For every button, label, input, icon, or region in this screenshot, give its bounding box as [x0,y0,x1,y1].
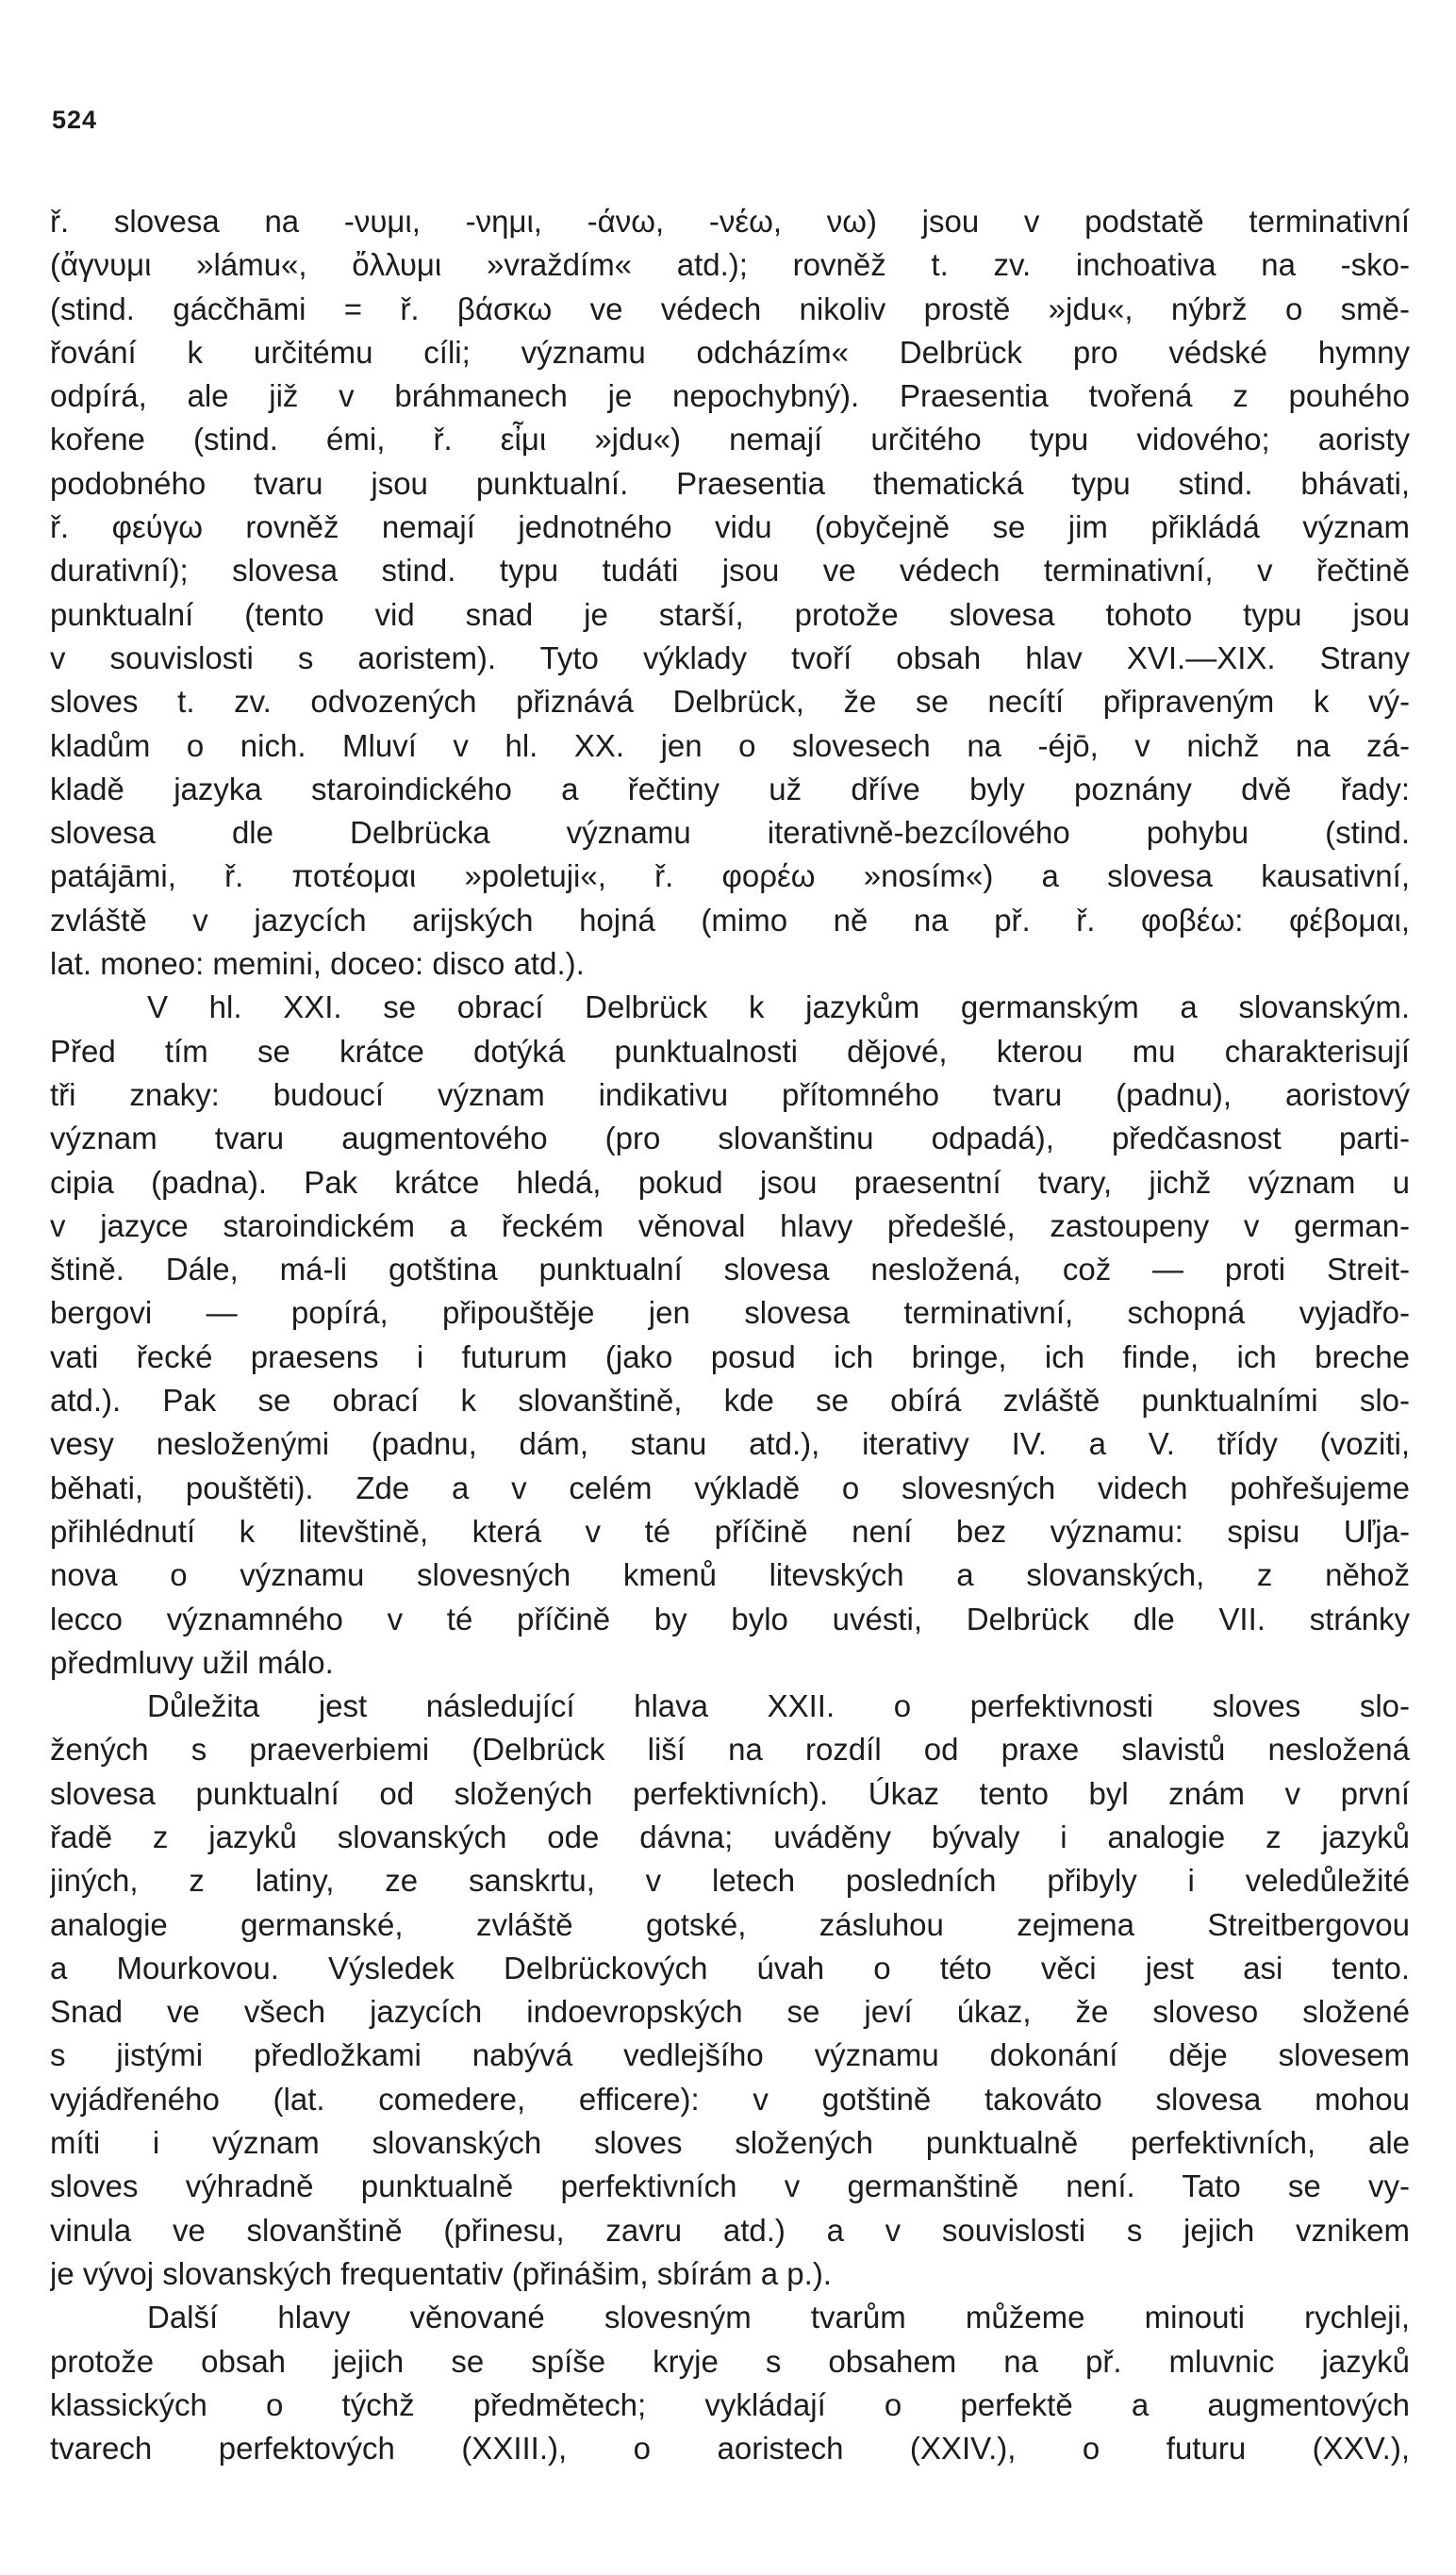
text-line: sloves t. zv. odvozených přiznává Delbrück, že se necítí připraveným k vý- [50,684,1410,720]
text-line: řování k určitému cíli; významu odcházím« Delbrück pro védské hymny [50,334,1410,370]
text-line: odpírá, ale již v bráhmanech je nepochybný). Praesentia tvořená z pouhého [50,378,1410,414]
text-line: v souvislosti s aoristem). Tyto výklady tvoří obsah hlav XVI.—XIX. Strany [50,640,1410,675]
text-line: v jazyce staroindickém a řeckém věnoval hlavy předešlé, zastoupeny v german- [50,1207,1410,1243]
page-number: 524 [52,106,98,134]
text-line: analogie germanské, zvláště gotské, zásluhou zejmena Streitbergovou [50,1906,1410,1942]
text-line: vyjádřeného (lat. comedere, efficere): v gotštině takováto slovesa mohou [50,2081,1410,2117]
text-line: sloves výhradně punktualně perfektivních v germanštině není. Tato se vy- [50,2168,1410,2204]
text-line: atd.). Pak se obrací k slovanštině, kde se obírá zvláště punktualními slo- [50,1383,1410,1419]
text-line: slovesa punktualní od složených perfektivních). Úkaz tento byl znám v první [50,1775,1410,1811]
text-line: V hl. XXI. se obrací Delbrück k jazykům germanským a slovanským. [147,989,1410,1025]
text-line: kořene (stind. émi, ř. εἶμι »jdu«) nemají určitého typu vidového; aoristy [50,422,1410,457]
text-line: a Mourkovou. Výsledek Delbrückových úvah o této věci jest asi tento. [50,1950,1410,1985]
text-line: Před tím se krátce dotýká punktualnosti dějové, kterou mu charakterisují [50,1033,1410,1069]
body-text [50,200,1410,2470]
text-line: tři znaky: budoucí význam indikativu přítomného tvaru (padnu), aoristový [50,1076,1410,1112]
text-line: (ἄγνυμι »lámu«, ὄλλυμι »vraždím« atd.); rovněž t. zv. inchoativa na -sko- [50,247,1410,283]
text-line: lat. moneo: memini, doceo: disco atd.). [50,946,585,982]
text-line: ř. slovesa na -νυμι, -νημι, -άνω, -νέω, νω) jsou v podstatě terminativní [50,204,1410,239]
text-line: nova o významu slovesných kmenů litevských a slovanských, z něhož [50,1557,1410,1593]
text-line: vati řecké praesens i futurum (jako posud ich bringe, ich finde, ich breche [50,1338,1410,1374]
text-line: běhati, pouštěti). Zde a v celém výkladě o slovesných videch pohřešujeme [50,1470,1410,1505]
text-line: slovesa dle Delbrücka významu iterativně-bezcílového pohybu (stind. [50,815,1410,851]
text-line: bergovi — popírá, připouštěje jen slovesa terminativní, schopná vyjadřo- [50,1295,1410,1331]
text-line: Důležita jest následující hlava XXII. o perfektivnosti sloves slo- [147,1688,1410,1724]
text-line: tvarech perfektových (XXIII.), o aoristech (XXIV.), o futuru (XXV.), [50,2431,1410,2467]
text-line: durativní); slovesa stind. typu tudáti jsou ve védech terminativní, v řečtině [50,553,1410,589]
text-line: lecco významného v té příčině by bylo uvésti, Delbrück dle VII. stránky [50,1601,1410,1636]
text-line: ř. φεύγω rovněž nemají jednotného vidu (obyčejně se jim přikládá význam [50,509,1410,545]
text-line: s jistými předložkami nabývá vedlejšího významu dokonání děje slovesem [50,2037,1410,2073]
text-line: (stind. gácčhāmi = ř. βάσκω ve védech nikoliv prostě »jdu«, nýbrž o smě- [50,291,1410,326]
text-line: klassických o týchž předmětech; vykládají o perfektě a augmentových [50,2386,1410,2422]
text-line: punktualní (tento vid snad je starší, protože slovesa tohoto typu jsou [50,596,1410,632]
text-line: vinula ve slovanštině (přinesu, zavru atd.) a v souvislosti s jejich vznikem [50,2212,1410,2248]
text-line: žených s praeverbiemi (Delbrück liší na rozdíl od praxe slavistů nesložená [50,1732,1410,1768]
text-line: štině. Dále, má-li gotština punktualní slovesa nesložená, což — proti Streit- [50,1252,1410,1288]
text-line: cipia (padna). Pak krátce hledá, pokud jsou praesentní tvary, jichž význam u [50,1164,1410,1200]
text-line: řadě z jazyků slovanských ode dávna; uváděny bývaly i analogie z jazyků [50,1819,1410,1854]
text-line: Další hlavy věnované slovesným tvarům můžeme minouti rychleji, [147,2300,1410,2335]
text-line: význam tvaru augmentového (pro slovanštinu odpadá), předčasnost parti- [50,1121,1410,1156]
text-line: patájāmi, ř. ποτέομαι »poletuji«, ř. φορέω »nosím«) a slovesa kausativní, [50,858,1410,894]
text-line: podobného tvaru jsou punktualní. Praesentia thematická typu stind. bhávati, [50,465,1410,501]
text-line: předmluvy užil málo. [50,1644,334,1680]
text-line: přihlédnutí k litevštině, která v té příčině není bez významu: spisu Uľja- [50,1513,1410,1549]
text-line: kladům o nich. Mluví v hl. XX. jen o slovesech na -éjō, v nichž na zá- [50,727,1410,763]
text-line: zvláště v jazycích arijských hojná (mimo ně na př. ř. φοβέω: φέβομαι, [50,902,1410,938]
text-line: Snad ve všech jazycích indoevropských se jeví úkaz, že sloveso složené [50,1994,1410,2030]
text-line: je vývoj slovanských frequentativ (přinášim, sbírám a p.). [50,2255,832,2291]
text-line: vesy nesloženými (padnu, dám, stanu atd.), iterativy IV. a V. třídy (voziti, [50,1426,1410,1462]
text-line: protože obsah jejich se spíše kryje s obsahem na př. mluvnic jazyků [50,2343,1410,2379]
text-line: jiných, z latiny, ze sanskrtu, v letech posledních přibyly i veledůležité [50,1863,1410,1899]
text-line: míti i význam slovanských sloves složených punktualně perfektivních, ale [50,2125,1410,2161]
text-line: kladě jazyka staroindického a řečtiny už dříve byly poznány dvě řady: [50,771,1410,806]
